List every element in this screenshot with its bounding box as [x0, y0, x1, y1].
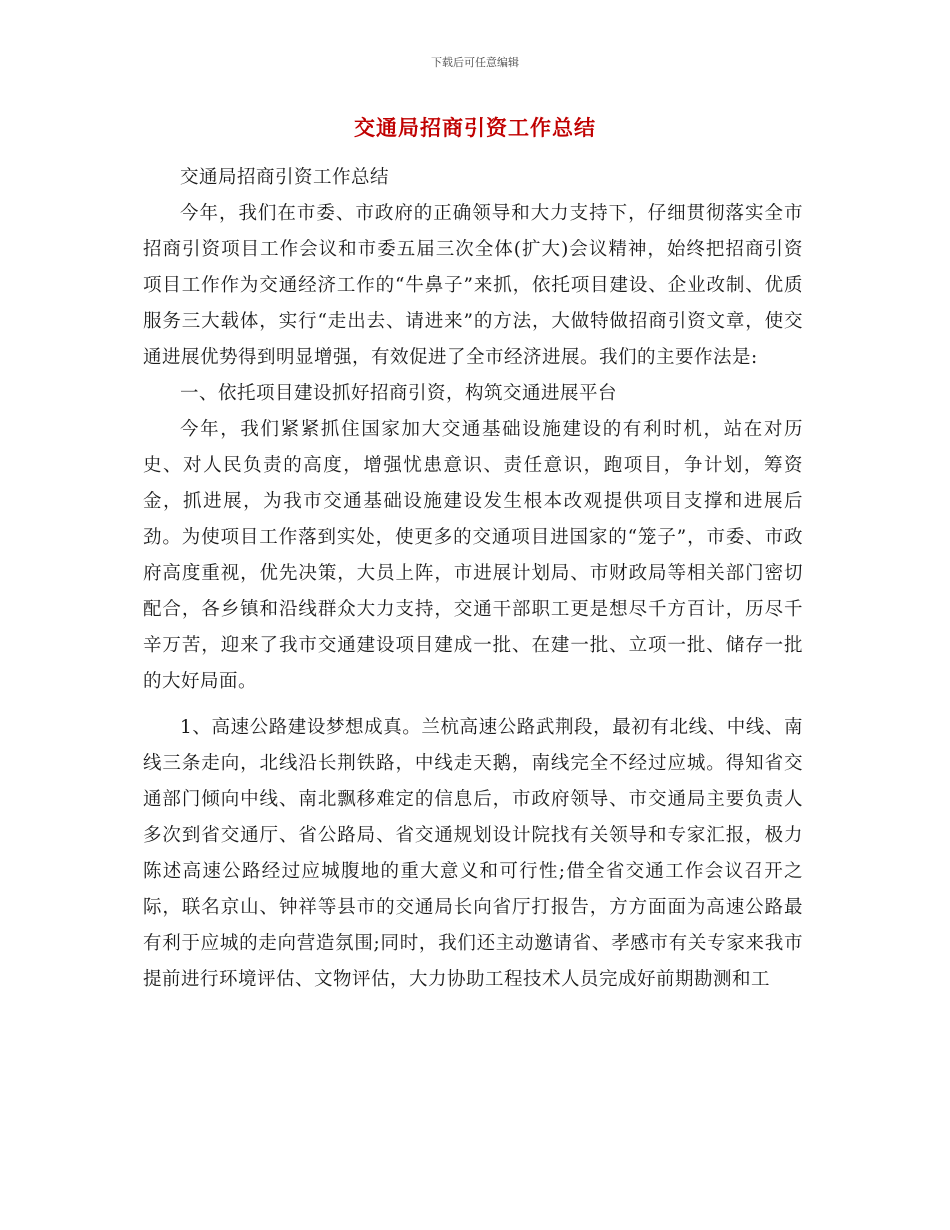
paragraph-section-1: 今年，我们紧紧抓住国家加大交通基础设施建设的有利时机，站在对历史、对人民负责的高度，增强忧患意识、责任意识，跑项目，争计划，筹资金，抓进展，为我市交通基础设施建设发生根本改观提供项目支撑和进展后劲。为使项目工作落到实处，使更多的交通项目进国家的“笼子”，市委、市政府高度重视，优先决策，大员上阵，市进展计划局、市财政局等相关部门密切配合，各乡镇和沿线群众大力支持，交通干部职工更是想尽千方百计，历尽千辛万苦，迎来了我市交通建设项目建成一批、在建一批、立项一批、储存一批的大好局面。: [143, 419, 803, 692]
paragraph-intro: 今年，我们在市委、市政府的正确领导和大力支持下，仔细贯彻落实全市招商引资项目工作会议和市委五届三次全体(扩大)会议精神，始终把招商引资项目工作作为交通经济工作的“牛鼻子”来抓，依托项目建设、企业改制、优质服务三大载体，实行“走出去、请进来”的方法，大做特做招商引资文章，使交通进展优势得到明显增强，有效促进了全市经济进展。我们的主要作法是:: [143, 203, 803, 368]
paragraph-item-1: 1、高速公路建设梦想成真。兰杭高速公路武荆段，最初有北线、中线、南线三条走向，北线沿长荆铁路，中线走天鹅，南线完全不经过应城。得知省交通部门倾向中线、南北飘移难定的信息后，市政府领导、市交通局主要负责人多次到省交通厅、省公路局、省交通规划设计院找有关领导和专家汇报，极力陈述高速公路经过应城腹地的重大意义和可行性;借全省交通工作会议召开之际，联名京山、钟祥等县市的交通局长向省厅打报告，方方面面为高速公路最有利于应城的走向营造氛围;同时，我们还主动邀请省、孝感市有关专家来我市提前进行环境评估、文物评估，大力协助工程技术人员完成好前期勘测和工: [143, 717, 803, 990]
section-heading-1: 一、依托项目建设抓好招商引资，构筑交通进展平台: [180, 383, 618, 404]
header-note: 下载后可任意编辑: [431, 56, 519, 69]
document-title: 交通局招商引资工作总结: [354, 116, 596, 140]
document-body: [143, 160, 803, 998]
paragraph-subtitle: 交通局招商引资工作总结: [180, 167, 390, 188]
